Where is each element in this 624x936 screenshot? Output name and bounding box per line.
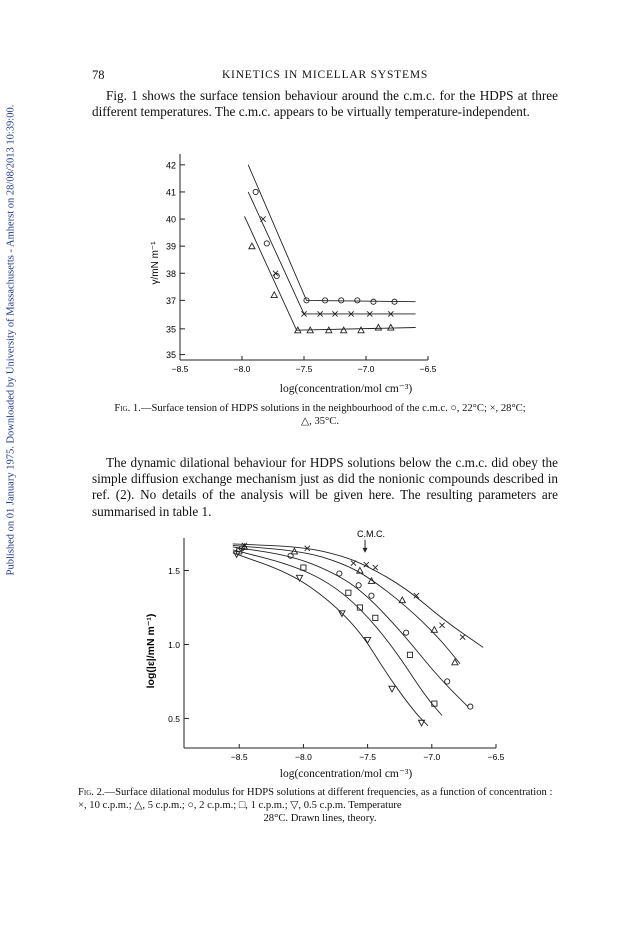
figure-2-point-square [346, 590, 351, 595]
figure-2-point-circle [288, 553, 293, 558]
figure-2-point-inverted-triangle [296, 575, 302, 581]
figure-2-point-square [407, 652, 412, 657]
figure-2-cmc-annotation: C.M.C. [357, 528, 386, 539]
figure-2-theory-curve [233, 547, 468, 707]
page-number: 78 [92, 68, 105, 82]
paragraph-1: Fig. 1 shows the surface tension behaviour around the c.m.c. for the HDPS at three different temperatures. The c.m.c. appears to be virtually temperature-independent. [92, 88, 558, 120]
figure-1-x-tick-label: −8.0 [233, 364, 251, 374]
figure-1-caption-text: —Surface tension of HDPS solutions in the neighbourhood of the c.m.c. [140, 403, 448, 414]
figure-2-y-tick-label: 1.0 [168, 639, 180, 650]
figure-1-y-tick-label: 35 [165, 324, 176, 335]
figure-2-point-circle [356, 583, 361, 588]
figure-2-point-circle [369, 593, 374, 598]
figure-1-ylabel: γ/mN m⁻¹ [150, 241, 161, 285]
figure-2-point-circle [337, 571, 342, 576]
figure-2-point-square [301, 565, 306, 570]
figure-2-point-inverted-triangle [389, 686, 395, 692]
figure-2-point-circle [404, 630, 409, 635]
figure-1-x-tick-label: −7.0 [357, 364, 375, 374]
figure-2-ylabel: log(|ε|/mN m⁻¹) [145, 613, 157, 689]
figure-2-caption-text: —Surface dilational modulus for HDPS solutions at different frequencies, as a function of concentration : ×, 10 c.p.m.; △, 5 c.p.m.; ○, 2 c.p.m.; □, 1 c.p.m.; ▽, 0.5 c.p.m. Temperature [78, 787, 553, 811]
figure-2-theory-curve [233, 553, 428, 726]
download-watermark-text: Published on 01 January 1975. Downloaded by University of Massachusetts - Amherst on 28/08/2013 10:39:00. [5, 104, 17, 576]
figure-1-y-tick-label: 42 [165, 160, 176, 171]
figure-1-y-tick-label: 37 [165, 295, 176, 306]
figure-2-y-tick-label: 0.5 [168, 713, 180, 724]
figure-1-xlabel: log(concentration/mol cm⁻³) [279, 383, 413, 395]
figure-1-caption-legend: ○, 22°C; ×, 28°C; [450, 403, 526, 414]
figure-1-y-tick-label: 41 [165, 187, 176, 198]
figure-2-point-triangle [399, 597, 405, 603]
figure-2-point-triangle [431, 627, 437, 633]
figure-2-caption [78, 786, 562, 825]
figure-1-x-tick-label: −8.5 [171, 364, 189, 374]
paragraph-2: The dynamic dilational behaviour for HDPS solutions below the c.m.c. did obey the simple diffusion exchange mechanism just as did the nonionic compounds described in ref. (2). No details of the analysis will be given here. The resulting parameters are summarised in table 1. [92, 455, 558, 519]
figure-1-y-tick-label: 38 [165, 268, 176, 279]
running-title: KINETICS IN MICELLAR SYSTEMS [221, 69, 429, 81]
figure-1-y-tick-label: 39 [165, 241, 176, 252]
figure-1-y-tick-label: 40 [165, 214, 176, 225]
figure-2-point-square [432, 701, 437, 706]
figure-2-point-cross [373, 565, 378, 570]
figure-2-point-circle [468, 704, 473, 709]
figure-2-xlabel: log(concentration/mol cm⁻³) [279, 768, 413, 780]
figure-2-caption-text-2: 28°C. Drawn lines, theory. [263, 813, 377, 824]
figure-2-x-tick-label: −7.0 [423, 752, 441, 762]
figure-2-point-circle [445, 679, 450, 684]
figure-2-x-tick-label: −6.5 [487, 752, 505, 762]
figure-1-caption-legend-2: △, 35°C. [301, 416, 339, 427]
figure-2-caption-label: Fig. 2. [78, 787, 105, 798]
figure-2-point-cross [439, 623, 444, 628]
figure-2-y-tick-label: 1.5 [168, 566, 180, 577]
figure-2-point-cross [460, 634, 465, 639]
figure-2-x-tick-label: −7.5 [359, 752, 376, 762]
figure-1-x-tick-label: −7.5 [295, 364, 313, 374]
figure-1-x-tick-label: −6.5 [419, 364, 437, 374]
figure-1-y-tick-label: 35 [165, 350, 176, 361]
figure-2-x-tick-label: −8.0 [295, 752, 312, 762]
figure-1-caption-label: Fig. 1. [114, 403, 141, 414]
figure-2-x-tick-label: −8.5 [230, 752, 248, 762]
figure-2-cmc-arrowhead [363, 548, 368, 553]
figure-2-point-cross [351, 561, 356, 566]
figure-2-point-square [373, 615, 378, 620]
figure-2-point-inverted-triangle [418, 720, 424, 726]
